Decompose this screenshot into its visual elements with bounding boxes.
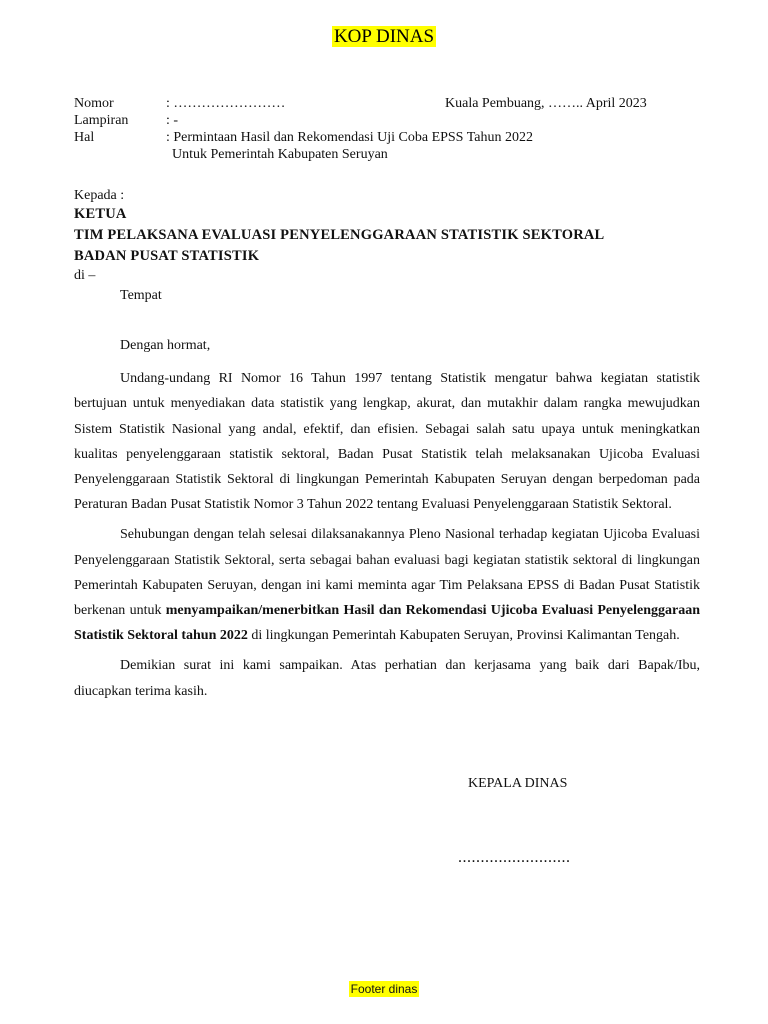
letterhead [0,26,768,48]
kop-dinas-title: KOP DINAS [333,26,435,47]
salutation: Dengan hormat, [120,338,211,353]
nomor-value: : …………………… [166,96,286,111]
paragraph-3: Demikian surat ini kami sampaikan. Atas perhatian dan kerjasama yang baik dari Bapak/Ibu, diucapkan terima kasih. [74,658,700,699]
hal-label: Hal [74,130,95,145]
footer-text: Footer dinas [350,982,418,996]
paragraph-1: Undang-undang RI Nomor 16 Tahun 1997 tentang Statistik mengatur bahwa kegiatan statistik bertujuan untuk menyediakan data statistik yang lengkap, akurat, dan mutakhir dalam rangka mewujudkan Sistem Statistik Nasional yang andal, efektif, dan efisien. Sebagai salah satu upaya untuk meningkatkan kualitas penyelenggaraan statistik sektoral, Badan Pusat Statistik telah melaksanakan Ujicoba Evaluasi Penyelenggaraan Statistik Sektoral di lingkungan Pemerintah Kabupaten Seruyan dengan berpedoman pada Peraturan Badan Pusat Statistik Nomor 3 Tahun 2022 tentang Evaluasi Penyelenggaraan Statistik Sektoral. [74,371,700,513]
paragraph-2-bold: menyampaikan/menerbitkan Hasil dan Rekomendasi Ujicoba Evaluasi Penyelenggaraan Statistik Sektoral tahun 2022 [74,603,700,644]
kepada-label: Kepada : [74,188,125,203]
letter-body [74,333,700,709]
hal-value-continued: Untuk Pemerintah Kabupaten Seruyan [172,147,388,162]
paragraph-2-end: di lingkungan Pemerintah Kabupaten Seruyan, Provinsi Kalimantan Tengah. [247,628,680,644]
paragraph-2 [74,522,700,648]
recipient-address [74,187,694,304]
letter-date: Kuala Pembuang, …….. April 2023 [445,96,647,111]
lampiran-row [74,112,694,129]
nomor-label: Nomor [74,96,114,111]
di-label: di – [74,268,96,283]
hal-value: : Permintaan Hasil dan Rekomendasi Uji Coba EPSS Tahun 2022 [166,130,534,145]
footer [0,982,768,996]
signature-title: KEPALA DINAS [468,776,568,791]
lampiran-label: Lampiran [74,113,129,128]
letter-meta [74,95,694,163]
recipient-line-1: KETUA [74,206,127,222]
lampiran-value: : - [166,113,179,128]
paragraph-2-start: Sehubungan dengan telah selesai dilaksanakannya Pleno Nasional terhadap kegiatan Ujicoba Evaluasi Penyelenggaraan Statistik Sektoral, serta sebagai bahan evaluasi bagi kegiatan statistik sektoral di lingkungan Pemerintah Kabupaten Seruyan, dengan ini kami meminta agar Tim Pelaksana EPSS di Badan Pusat Statistik berkenan untuk [74,527,700,619]
tempat-label: Tempat [120,288,162,303]
recipient-line-3: BADAN PUSAT STATISTIK [74,248,260,264]
hal-row [74,129,694,146]
signature-placeholder: ......................... [458,849,571,866]
hal-row-continued [74,146,694,163]
recipient-line-2: TIM PELAKSANA EVALUASI PENYELENGGARAAN STATISTIK SEKTORAL [74,227,605,243]
